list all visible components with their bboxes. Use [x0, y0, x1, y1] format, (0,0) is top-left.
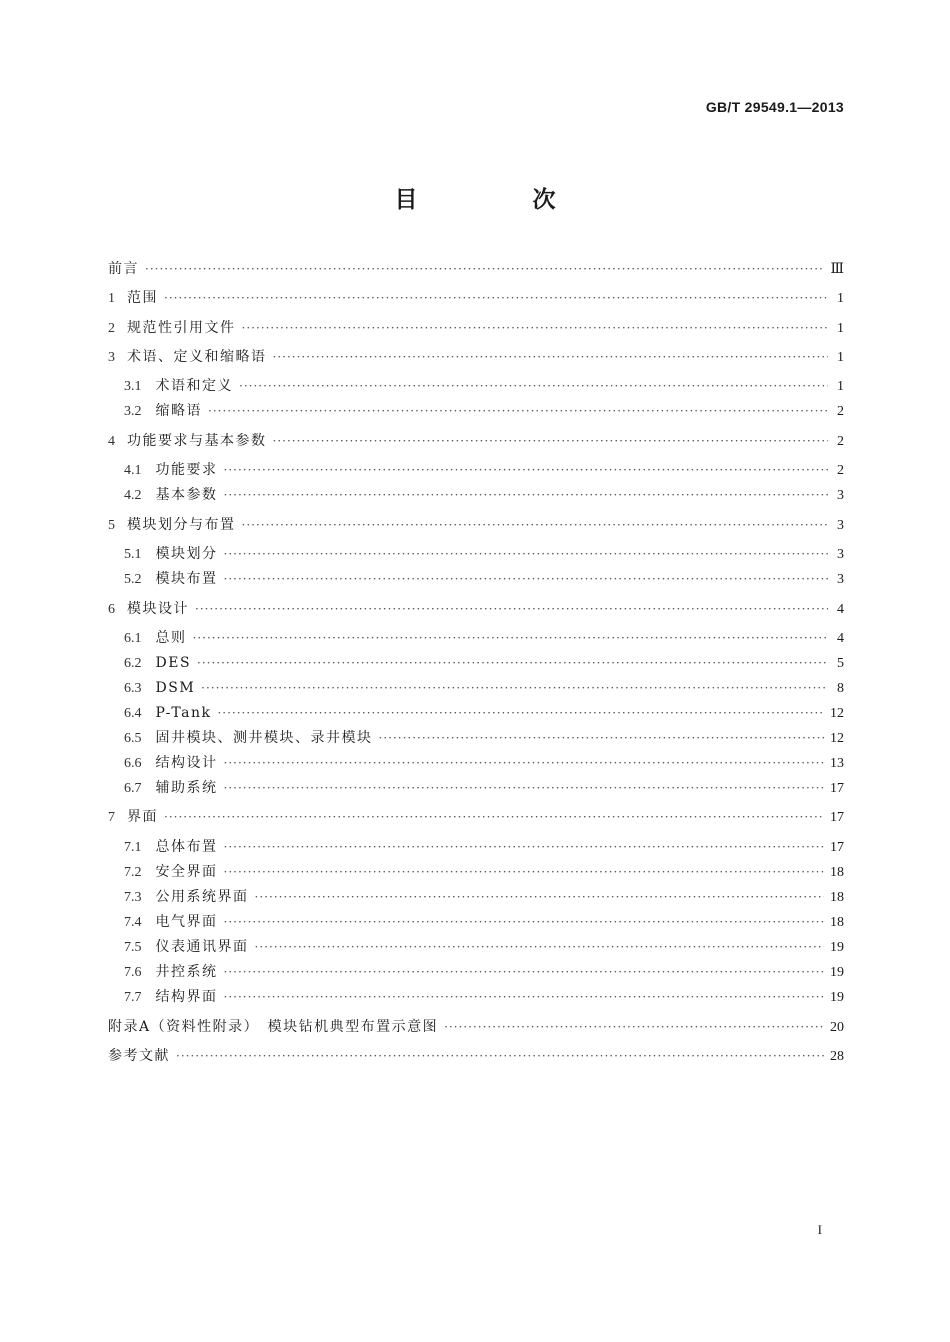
toc-entry-page: 3: [837, 547, 844, 562]
toc-entry-label: 井控系统: [155, 964, 218, 980]
toc-entry[interactable]: [124, 484, 844, 506]
toc-leader-dots: [273, 430, 829, 452]
toc-entry-label: 基本参数: [155, 487, 218, 503]
toc-entry[interactable]: [108, 287, 844, 309]
toc-leader-dots: [201, 677, 828, 699]
toc-leader-dots: [224, 752, 825, 774]
toc-leader-dots: [176, 1045, 824, 1067]
toc-leader-dots: [224, 777, 825, 799]
toc-entry-label: 范围: [127, 290, 158, 306]
toc-entry-number: 6.6: [124, 756, 142, 771]
toc-entry-label: 电气界面: [155, 914, 218, 930]
toc-entry[interactable]: [124, 886, 844, 908]
page-title: 目 次: [394, 186, 602, 213]
toc-entry-number: 7.6: [124, 965, 142, 980]
toc-entry[interactable]: [124, 677, 844, 699]
toc-entry-page: 1: [837, 321, 844, 336]
toc-leader-dots: [164, 287, 828, 309]
toc-entry-page: 2: [837, 404, 844, 419]
toc-entry-label: 模块设计: [127, 601, 189, 617]
toc-leader-dots: [197, 652, 828, 674]
toc-entry[interactable]: [108, 317, 844, 339]
toc-entry-page: 4: [837, 631, 844, 646]
toc-entry[interactable]: [124, 702, 844, 724]
toc-entry-number: 7.7: [124, 990, 142, 1005]
toc-leader-dots: [224, 911, 825, 933]
toc-entry-label: 缩略语: [155, 403, 202, 419]
toc-entry-number: 6.5: [124, 731, 142, 746]
toc-entry-label: 功能要求与基本参数: [127, 433, 267, 449]
toc-entry-number: 6.3: [124, 681, 142, 696]
toc-leader-dots: [444, 1016, 824, 1038]
toc-entry-number: 3.2: [124, 404, 142, 419]
toc-entry[interactable]: [124, 652, 844, 674]
toc-entry-page: 2: [837, 463, 844, 478]
toc-entry-number: 5: [108, 518, 115, 533]
toc-entry-label: 附录A（资料性附录） 模块钻机典型布置示意图: [108, 1019, 439, 1035]
toc-leader-dots: [255, 886, 825, 908]
toc-entry[interactable]: [124, 911, 844, 933]
toc-entry-page: 19: [830, 940, 844, 955]
toc-entry-number: 3.1: [124, 379, 142, 394]
toc-entry[interactable]: [124, 936, 844, 958]
toc-leader-dots: [379, 727, 825, 749]
toc-entry-page: 12: [830, 706, 844, 721]
toc-entry-number: 7.1: [124, 840, 142, 855]
toc-entry-page: Ⅲ: [830, 262, 844, 277]
toc-entry-label: 功能要求: [155, 462, 218, 478]
toc-entry[interactable]: [124, 986, 844, 1008]
toc-leader-dots: [242, 317, 829, 339]
toc-leader-dots: [273, 346, 829, 368]
toc-entry[interactable]: [108, 346, 844, 368]
toc-entry-label: P-Tank: [155, 705, 212, 721]
toc-entry[interactable]: [124, 961, 844, 983]
toc-entry-number: 4.1: [124, 463, 142, 478]
standard-code: GB/T 29549.1—2013: [705, 99, 844, 115]
toc-leader-dots: [164, 806, 824, 828]
toc-entry[interactable]: [124, 727, 844, 749]
toc-entry-page: 18: [830, 890, 844, 905]
toc-entry-label: DES: [155, 655, 192, 671]
toc-entry-page: 17: [830, 781, 844, 796]
toc-entry-label: 辅助系统: [155, 780, 218, 796]
toc-entry-label: 总体布置: [155, 839, 218, 855]
toc-entry-page: 13: [830, 756, 844, 771]
toc-leader-dots: [224, 861, 825, 883]
toc-entry[interactable]: [108, 598, 844, 620]
toc-leader-dots: [242, 514, 829, 536]
toc-entry-label: DSM: [155, 680, 196, 696]
toc-leader-dots: [224, 961, 825, 983]
toc-entry-page: 19: [830, 965, 844, 980]
toc-entry-number: 7.3: [124, 890, 142, 905]
toc-entry-label: 公用系统界面: [155, 889, 249, 905]
toc-entry-page: 3: [837, 488, 844, 503]
toc-entry-page: 8: [837, 681, 844, 696]
toc-entry-number: 7.5: [124, 940, 142, 955]
toc-entry-label: 前言: [108, 261, 139, 277]
toc-entry[interactable]: [108, 1016, 844, 1038]
toc-entry-label: 模块布置: [155, 571, 218, 587]
toc-entry[interactable]: [124, 375, 844, 397]
toc-entry-number: 3: [108, 350, 115, 365]
toc-entry-page: 3: [837, 572, 844, 587]
toc-entry-page: 18: [830, 865, 844, 880]
toc-entry-label: 结构界面: [155, 989, 218, 1005]
toc-leader-dots: [217, 702, 824, 724]
toc-entry[interactable]: [124, 568, 844, 590]
toc-entry-page: 1: [837, 350, 844, 365]
toc-entry-page: 2: [837, 434, 844, 449]
toc-entry[interactable]: [124, 543, 844, 565]
toc-entry-number: 6.4: [124, 706, 142, 721]
toc-entry-number: 6: [108, 602, 115, 617]
toc-entry[interactable]: [124, 459, 844, 481]
toc-entry[interactable]: [124, 861, 844, 883]
toc-leader-dots: [224, 459, 829, 481]
toc-entry-label: 规范性引用文件: [127, 320, 236, 336]
toc-entry-page: 1: [837, 291, 844, 306]
toc-leader-dots: [239, 375, 828, 397]
toc-entry[interactable]: [108, 430, 844, 452]
toc-entry[interactable]: [124, 400, 844, 422]
toc-entry-label: 固井模块、测井模块、录井模块: [155, 730, 373, 746]
toc-entry-number: 5.1: [124, 547, 142, 562]
toc-entry-page: 3: [837, 518, 844, 533]
toc-entry-number: 1: [108, 291, 115, 306]
toc-leader-dots: [193, 627, 829, 649]
toc-entry-label: 术语、定义和缩略语: [127, 349, 267, 365]
toc-entry-page: 12: [830, 731, 844, 746]
toc-entry-number: 4.2: [124, 488, 142, 503]
toc-entry-label: 界面: [127, 809, 158, 825]
toc-entry-page: 18: [830, 915, 844, 930]
toc-entry-page: 5: [837, 656, 844, 671]
toc-entry-number: 5.2: [124, 572, 142, 587]
toc-entry-number: 7.2: [124, 865, 142, 880]
toc-entry-number: 2: [108, 321, 115, 336]
toc-entry-page: 28: [830, 1049, 844, 1064]
toc-entry-label: 模块划分: [155, 546, 218, 562]
toc-entry[interactable]: [124, 836, 844, 858]
toc-entry-page: 1: [837, 379, 844, 394]
toc-entry-number: 4: [108, 434, 115, 449]
toc-entry-label: 模块划分与布置: [127, 517, 236, 533]
toc-leader-dots: [255, 936, 825, 958]
toc-entry-number: 6.1: [124, 631, 142, 646]
toc-leader-dots: [224, 986, 825, 1008]
toc-entry-label: 参考文献: [108, 1048, 170, 1064]
toc-entry-label: 总则: [155, 630, 187, 646]
toc-leader-dots: [224, 484, 829, 506]
toc-entry[interactable]: [108, 806, 844, 828]
toc-leader-dots: [208, 400, 828, 422]
toc-entry-label: 安全界面: [155, 864, 218, 880]
toc-entry[interactable]: [108, 514, 844, 536]
toc-entry[interactable]: [108, 258, 844, 280]
toc-entry[interactable]: [124, 752, 844, 774]
toc-entry-label: 结构设计: [155, 755, 218, 771]
toc-entry-number: 7.4: [124, 915, 142, 930]
toc-entry[interactable]: [108, 1045, 844, 1067]
toc-leader-dots: [224, 543, 829, 565]
toc-entry[interactable]: [124, 777, 844, 799]
toc-entry-label: 仪表通讯界面: [155, 939, 249, 955]
page-folio: I: [817, 1222, 822, 1237]
toc-leader-dots: [195, 598, 828, 620]
toc-leader-dots: [145, 258, 824, 280]
toc-entry-page: 20: [830, 1020, 844, 1035]
toc-entry-page: 19: [830, 990, 844, 1005]
toc-entry-number: 6.2: [124, 656, 142, 671]
toc-entry-page: 17: [830, 840, 844, 855]
toc-entry-number: 6.7: [124, 781, 142, 796]
toc-entry-page: 4: [837, 602, 844, 617]
toc-leader-dots: [224, 836, 825, 858]
toc-leader-dots: [224, 568, 829, 590]
toc-entry-label: 术语和定义: [155, 378, 233, 394]
toc-entry[interactable]: [124, 627, 844, 649]
toc-entry-number: 7: [108, 810, 115, 825]
toc-entry-page: 17: [830, 810, 844, 825]
